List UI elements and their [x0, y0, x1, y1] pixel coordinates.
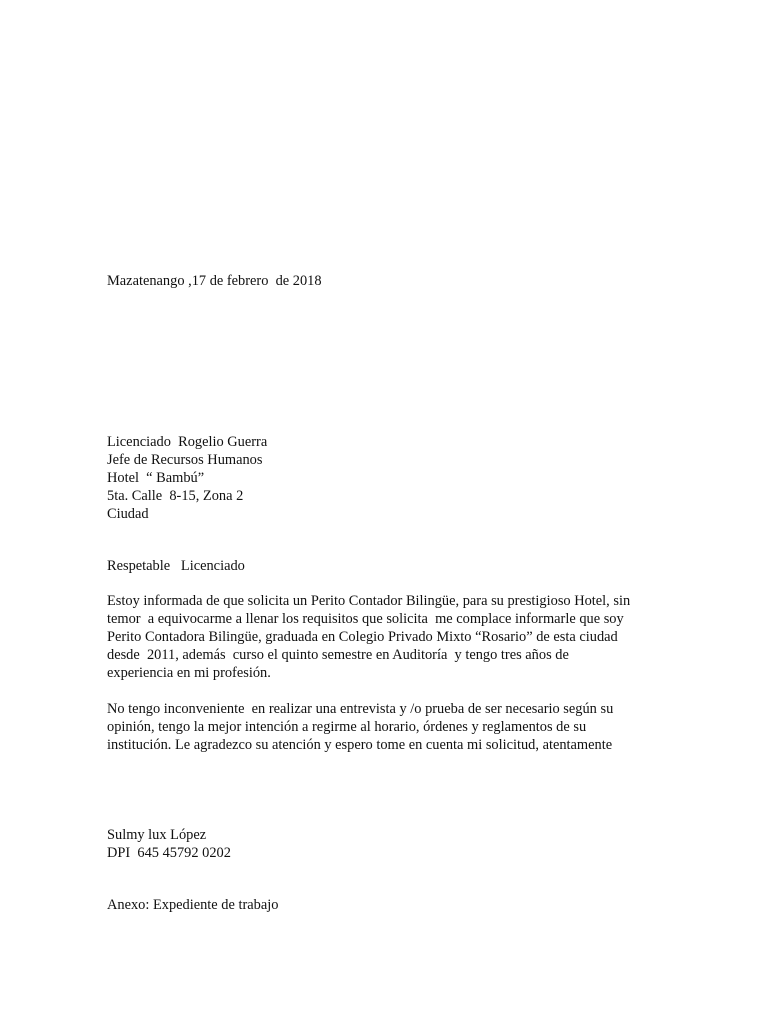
paragraph-line: desde 2011, además curso el quinto semestre en Auditoría y tengo tres años de — [107, 647, 569, 663]
signer-dpi: DPI 645 45792 0202 — [107, 845, 231, 861]
addressee-block — [107, 433, 677, 523]
body-paragraph-1 — [107, 592, 677, 682]
paragraph-line: temor a equivocarme a llenar los requisitos que solicita me complace informarle que soy — [107, 611, 624, 627]
addressee-company: Hotel “ Bambú” — [107, 470, 205, 486]
paragraph-line: Perito Contadora Bilingüe, graduada en Colegio Privado Mixto “Rosario” de esta ciudad — [107, 629, 618, 645]
body-paragraph-2 — [107, 700, 677, 754]
letter-date — [107, 272, 677, 290]
date-line: Mazatenango ,17 de febrero de 2018 — [107, 273, 322, 289]
addressee-city: Ciudad — [107, 506, 149, 522]
addressee-street: 5ta. Calle 8-15, Zona 2 — [107, 488, 244, 504]
paragraph-line: No tengo inconveniente en realizar una entrevista y /o prueba de ser necesario según su — [107, 701, 614, 717]
addressee-title: Jefe de Recursos Humanos — [107, 452, 263, 468]
signature-block — [107, 826, 677, 862]
paragraph-line: experiencia en mi profesión. — [107, 665, 271, 681]
paragraph-line: institución. Le agradezco su atención y espero tome en cuenta mi solicitud, atentamente — [107, 737, 613, 753]
signer-name: Sulmy lux López — [107, 827, 207, 843]
addressee-name: Licenciado Rogelio Guerra — [107, 434, 268, 450]
annex-note — [107, 896, 677, 914]
greeting-line: Respetable Licenciado — [107, 558, 245, 574]
paragraph-line: Estoy informada de que solicita un Perito Contador Bilingüe, para su prestigioso Hotel, sin — [107, 593, 631, 609]
letter-greeting — [107, 557, 677, 575]
paragraph-line: opinión, tengo la mejor intención a regirme al horario, órdenes y reglamentos de su — [107, 719, 587, 735]
annex-line: Anexo: Expediente de trabajo — [107, 897, 279, 913]
